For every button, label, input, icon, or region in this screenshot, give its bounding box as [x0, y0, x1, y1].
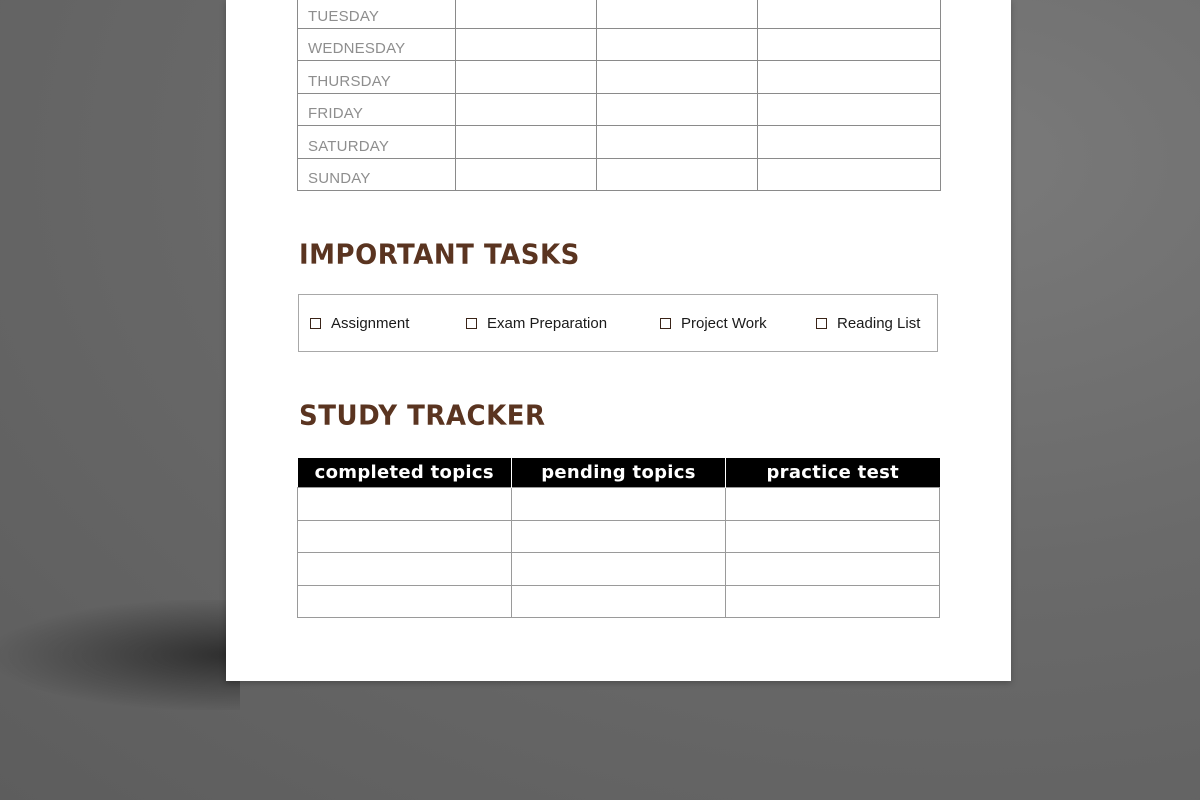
schedule-cell[interactable]	[456, 158, 597, 191]
schedule-cell[interactable]	[597, 126, 758, 159]
task-label: Reading List	[837, 315, 921, 332]
task-label: Project Work	[681, 315, 767, 332]
day-label: SUNDAY	[298, 158, 456, 191]
checkbox-icon[interactable]	[660, 318, 671, 329]
tracker-cell[interactable]	[298, 520, 512, 553]
schedule-cell[interactable]	[597, 28, 758, 61]
schedule-cell[interactable]	[597, 158, 758, 191]
day-label: THURSDAY	[298, 61, 456, 94]
column-header-pending-topics: pending topics	[512, 458, 726, 488]
checkbox-icon[interactable]	[310, 318, 321, 329]
tracker-cell[interactable]	[726, 553, 940, 586]
task-reading-list[interactable]	[816, 315, 920, 332]
schedule-cell[interactable]	[758, 61, 941, 94]
table-row	[298, 61, 941, 94]
schedule-cell[interactable]	[456, 28, 597, 61]
table-row	[298, 488, 940, 521]
table-row	[298, 126, 941, 159]
table-row	[298, 28, 941, 61]
table-row	[298, 520, 940, 553]
paper-shadow	[0, 600, 240, 710]
tracker-cell[interactable]	[298, 585, 512, 618]
schedule-cell[interactable]	[456, 126, 597, 159]
table-row	[298, 553, 940, 586]
schedule-cell[interactable]	[758, 93, 941, 126]
day-label: TUESDAY	[298, 0, 456, 28]
table-row	[298, 93, 941, 126]
study-tracker-heading: STUDY TRACKER	[299, 400, 546, 432]
table-row	[298, 0, 941, 28]
schedule-cell[interactable]	[456, 93, 597, 126]
tracker-cell[interactable]	[512, 553, 726, 586]
study-tracker-table	[297, 458, 940, 618]
day-label: WEDNESDAY	[298, 28, 456, 61]
schedule-cell[interactable]	[758, 28, 941, 61]
task-project-work[interactable]	[660, 315, 767, 332]
table-row	[298, 585, 940, 618]
schedule-cell[interactable]	[456, 0, 597, 28]
task-exam-preparation[interactable]	[466, 315, 607, 332]
tracker-cell[interactable]	[512, 585, 726, 618]
tracker-cell[interactable]	[726, 488, 940, 521]
task-label: Assignment	[331, 315, 410, 332]
checkbox-icon[interactable]	[816, 318, 827, 329]
column-header-completed-topics: completed topics	[298, 458, 512, 488]
schedule-cell[interactable]	[456, 61, 597, 94]
table-row	[298, 158, 941, 191]
day-label: FRIDAY	[298, 93, 456, 126]
tracker-cell[interactable]	[298, 488, 512, 521]
schedule-cell[interactable]	[597, 93, 758, 126]
planner-page	[226, 0, 1011, 681]
weekly-schedule-table	[297, 0, 941, 191]
task-assignment[interactable]	[310, 315, 409, 332]
tracker-cell[interactable]	[726, 585, 940, 618]
tracker-cell[interactable]	[726, 520, 940, 553]
schedule-cell[interactable]	[597, 61, 758, 94]
column-header-practice-test: practice test	[726, 458, 940, 488]
schedule-cell[interactable]	[758, 0, 941, 28]
tracker-cell[interactable]	[298, 553, 512, 586]
table-header-row	[298, 458, 940, 488]
schedule-cell[interactable]	[758, 126, 941, 159]
important-tasks-box	[298, 294, 938, 352]
schedule-cell[interactable]	[758, 158, 941, 191]
day-label: SATURDAY	[298, 126, 456, 159]
schedule-cell[interactable]	[597, 0, 758, 28]
tracker-cell[interactable]	[512, 488, 726, 521]
checkbox-icon[interactable]	[466, 318, 477, 329]
task-label: Exam Preparation	[487, 315, 608, 332]
important-tasks-heading: IMPORTANT TASKS	[299, 239, 580, 271]
tracker-cell[interactable]	[512, 520, 726, 553]
